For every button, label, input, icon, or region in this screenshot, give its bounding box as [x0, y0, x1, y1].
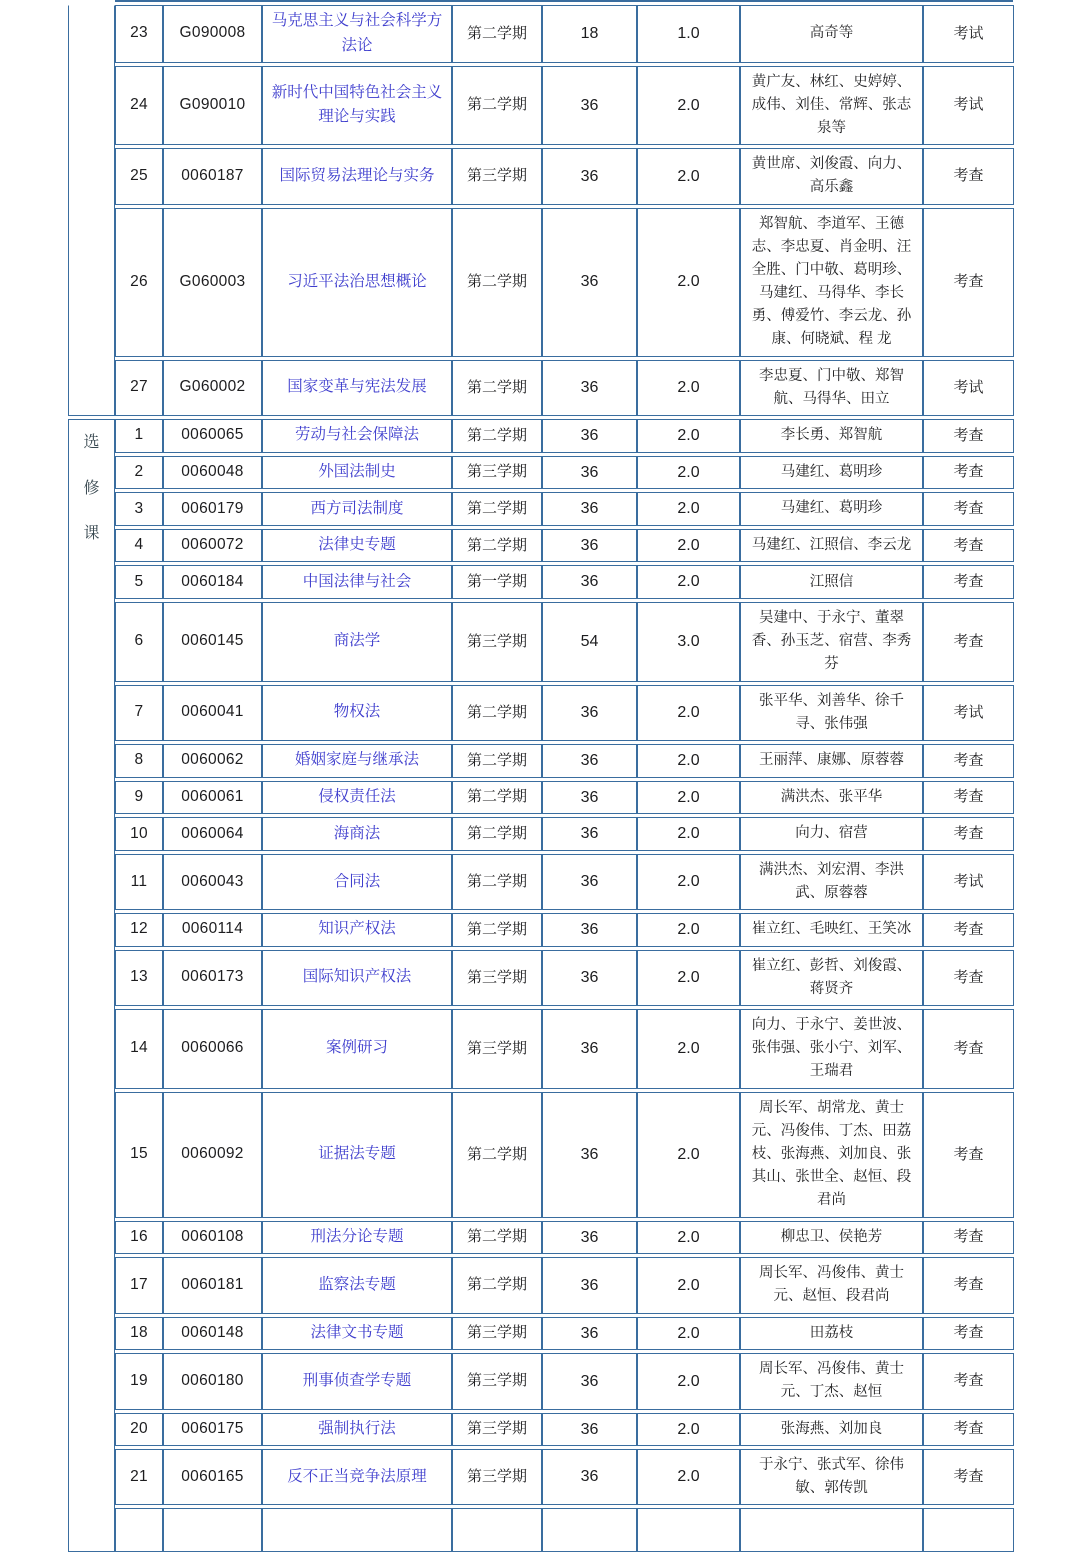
- cell-hours: 36: [542, 1092, 637, 1218]
- cell-no: 10: [115, 817, 163, 851]
- cell-teachers: 周长军、冯俊伟、黄士元、赵恒、段君尚: [740, 1257, 923, 1313]
- cell-name: 马克思主义与社会科学方法论: [262, 5, 452, 63]
- course-plan-table: [68, 2, 1014, 1555]
- cell-code: 0060145: [163, 602, 262, 682]
- course-row: [68, 208, 1014, 357]
- cell-code: 0060184: [163, 565, 262, 599]
- cell-no: 25: [115, 148, 163, 204]
- cell-teachers: 向力、宿营: [740, 817, 923, 851]
- cell-credits: 2.0: [637, 419, 740, 453]
- cell-code: 0060180: [163, 1353, 262, 1409]
- cell-semester: 第三学期: [452, 1449, 542, 1505]
- cell-teachers: 黄广友、林红、史婷婷、成伟、刘佳、常辉、张志泉等: [740, 66, 923, 146]
- cell-teachers: 李忠夏、门中敬、郑智航、马得华、田立: [740, 360, 923, 416]
- cell-no: 8: [115, 744, 163, 778]
- cell-teachers: 周长军、胡常龙、黄士元、冯俊伟、丁杰、田荔枝、张海燕、刘加良、张其山、张世全、赵恒、段君尚: [740, 1092, 923, 1218]
- cell-code: 0060179: [163, 492, 262, 526]
- course-row: [68, 529, 1014, 563]
- cell-assessment: 考查: [923, 913, 1014, 947]
- cell-credits: 1.0: [637, 5, 740, 63]
- cell-name: 监察法专题: [262, 1257, 452, 1313]
- section-label-cell: [68, 419, 115, 1552]
- cell-assessment: 考查: [923, 419, 1014, 453]
- cell-teachers: 王丽萍、康娜、原蓉蓉: [740, 744, 923, 778]
- cell-no: 3: [115, 492, 163, 526]
- cell-semester: 第二学期: [452, 66, 542, 146]
- cell-credits: 2.0: [637, 208, 740, 357]
- cell-semester: 第三学期: [452, 1009, 542, 1089]
- cell-no: 18: [115, 1317, 163, 1351]
- cell-hours: 36: [542, 685, 637, 741]
- cell-hours: 36: [542, 208, 637, 357]
- cell-no: 9: [115, 781, 163, 815]
- cell-code: 0060092: [163, 1092, 262, 1218]
- cell-no: 16: [115, 1221, 163, 1255]
- cell-name: 刑事侦查学专题: [262, 1353, 452, 1409]
- cell-empty: [740, 1508, 923, 1552]
- cell-hours: 36: [542, 1353, 637, 1409]
- cell-no: 4: [115, 529, 163, 563]
- cell-teachers: 马建红、葛明珍: [740, 492, 923, 526]
- course-row: [68, 1353, 1014, 1409]
- course-row: [68, 1009, 1014, 1089]
- cell-assessment: 考查: [923, 817, 1014, 851]
- cell-code: 0060065: [163, 419, 262, 453]
- cell-assessment: 考查: [923, 781, 1014, 815]
- cell-semester: 第二学期: [452, 1257, 542, 1313]
- cell-semester: 第二学期: [452, 685, 542, 741]
- cell-teachers: 马建红、江照信、李云龙: [740, 529, 923, 563]
- cell-teachers: 周长军、冯俊伟、黄士元、丁杰、赵恒: [740, 1353, 923, 1409]
- cell-hours: 36: [542, 529, 637, 563]
- section-label-char: 课: [83, 525, 100, 543]
- cell-no: 26: [115, 208, 163, 357]
- cell-teachers: 马建红、葛明珍: [740, 456, 923, 490]
- cell-hours: 36: [542, 1317, 637, 1351]
- course-row: [68, 360, 1014, 416]
- cell-assessment: 考查: [923, 148, 1014, 204]
- cell-credits: 2.0: [637, 685, 740, 741]
- cell-assessment: 考查: [923, 456, 1014, 490]
- cell-empty: [923, 1508, 1014, 1552]
- cell-teachers: 于永宁、张式军、徐伟敏、郭传凯: [740, 1449, 923, 1505]
- cell-teachers: 李长勇、郑智航: [740, 419, 923, 453]
- cell-credits: 2.0: [637, 529, 740, 563]
- course-row: [68, 602, 1014, 682]
- cell-credits: 2.0: [637, 456, 740, 490]
- cell-semester: 第二学期: [452, 1092, 542, 1218]
- cell-no: 7: [115, 685, 163, 741]
- cell-empty: [637, 1508, 740, 1552]
- course-row: [68, 1092, 1014, 1218]
- cell-credits: 2.0: [637, 492, 740, 526]
- cell-assessment: 考查: [923, 1009, 1014, 1089]
- cell-credits: 2.0: [637, 950, 740, 1006]
- cell-credits: 2.0: [637, 66, 740, 146]
- cell-no: 12: [115, 913, 163, 947]
- cell-code: 0060048: [163, 456, 262, 490]
- cell-teachers: 张海燕、刘加良: [740, 1413, 923, 1447]
- cell-empty: [163, 1508, 262, 1552]
- course-row: [68, 66, 1014, 146]
- cell-credits: 2.0: [637, 1317, 740, 1351]
- cell-credits: 3.0: [637, 602, 740, 682]
- cell-hours: 36: [542, 419, 637, 453]
- course-row: [68, 950, 1014, 1006]
- cell-credits: 2.0: [637, 913, 740, 947]
- cell-teachers: 向力、于永宁、姜世波、张伟强、张小宁、刘军、王瑞君: [740, 1009, 923, 1089]
- cell-name: 国际知识产权法: [262, 950, 452, 1006]
- cell-name: 证据法专题: [262, 1092, 452, 1218]
- cell-no: 20: [115, 1413, 163, 1447]
- cell-semester: 第二学期: [452, 529, 542, 563]
- course-row: [68, 1413, 1014, 1447]
- course-row: [68, 565, 1014, 599]
- cell-no: 14: [115, 1009, 163, 1089]
- cell-name: 法律文书专题: [262, 1317, 452, 1351]
- cell-teachers: 江照信: [740, 565, 923, 599]
- cell-no: 15: [115, 1092, 163, 1218]
- cell-semester: 第一学期: [452, 565, 542, 599]
- cell-hours: 36: [542, 1449, 637, 1505]
- cell-credits: 2.0: [637, 1221, 740, 1255]
- cell-teachers: 黄世席、刘俊霞、向力、高乐鑫: [740, 148, 923, 204]
- cell-assessment: 考查: [923, 1221, 1014, 1255]
- cell-semester: 第二学期: [452, 208, 542, 357]
- cell-hours: 36: [542, 854, 637, 910]
- cell-semester: 第三学期: [452, 1353, 542, 1409]
- course-row: [68, 854, 1014, 910]
- cell-code: G060003: [163, 208, 262, 357]
- cell-code: 0060064: [163, 817, 262, 851]
- cell-semester: 第二学期: [452, 744, 542, 778]
- course-row: [68, 781, 1014, 815]
- course-row: [68, 492, 1014, 526]
- cell-semester: 第三学期: [452, 1413, 542, 1447]
- cell-teachers: 高奇等: [740, 5, 923, 63]
- course-row: [68, 1449, 1014, 1505]
- course-table-body: [68, 5, 1014, 1552]
- cell-hours: 36: [542, 456, 637, 490]
- cell-semester: 第三学期: [452, 148, 542, 204]
- cell-semester: 第二学期: [452, 419, 542, 453]
- cell-hours: 36: [542, 1221, 637, 1255]
- cell-teachers: 崔立红、彭哲、刘俊霞、蒋贤齐: [740, 950, 923, 1006]
- cell-semester: 第三学期: [452, 950, 542, 1006]
- cell-no: 2: [115, 456, 163, 490]
- cell-name: 婚姻家庭与继承法: [262, 744, 452, 778]
- cell-assessment: 考查: [923, 602, 1014, 682]
- cell-teachers: 郑智航、李道军、王德志、李忠夏、肖金明、汪全胜、门中敬、葛明珍、马建红、马得华、李长勇、傅爱竹、李云龙、孙 康、何晓斌、程 龙: [740, 208, 923, 357]
- cell-code: G060002: [163, 360, 262, 416]
- cell-credits: 2.0: [637, 1257, 740, 1313]
- cell-credits: 2.0: [637, 148, 740, 204]
- section-cell-empty: [68, 5, 115, 416]
- cell-name: 侵权责任法: [262, 781, 452, 815]
- cell-code: 0060061: [163, 781, 262, 815]
- course-row: [68, 913, 1014, 947]
- cell-assessment: 考试: [923, 66, 1014, 146]
- cell-teachers: 满洪杰、张平华: [740, 781, 923, 815]
- cell-credits: 2.0: [637, 1009, 740, 1089]
- cell-hours: 54: [542, 602, 637, 682]
- cell-semester: 第二学期: [452, 913, 542, 947]
- cell-semester: 第二学期: [452, 854, 542, 910]
- cell-code: 0060181: [163, 1257, 262, 1313]
- course-row: [68, 5, 1014, 63]
- cell-code: 0060165: [163, 1449, 262, 1505]
- cell-teachers: 田荔枝: [740, 1317, 923, 1351]
- cell-no: 21: [115, 1449, 163, 1505]
- course-table-container: [68, 2, 1014, 1497]
- cell-semester: 第三学期: [452, 602, 542, 682]
- course-row: [68, 1221, 1014, 1255]
- cell-name: 案例研习: [262, 1009, 452, 1089]
- cell-assessment: 考查: [923, 1317, 1014, 1351]
- cell-assessment: 考查: [923, 1449, 1014, 1505]
- cell-semester: 第三学期: [452, 456, 542, 490]
- cell-teachers: 吴建中、于永宁、董翠香、孙玉芝、宿营、李秀芬: [740, 602, 923, 682]
- cell-assessment: 考试: [923, 854, 1014, 910]
- cell-name: 习近平法治思想概论: [262, 208, 452, 357]
- cell-no: 1: [115, 419, 163, 453]
- cell-hours: 36: [542, 1413, 637, 1447]
- cell-no: 19: [115, 1353, 163, 1409]
- cell-assessment: 考查: [923, 1257, 1014, 1313]
- cell-credits: 2.0: [637, 854, 740, 910]
- cell-no: 27: [115, 360, 163, 416]
- cell-semester: 第二学期: [452, 360, 542, 416]
- cell-code: 0060041: [163, 685, 262, 741]
- cell-teachers: 崔立红、毛映红、王笑冰: [740, 913, 923, 947]
- cell-credits: 2.0: [637, 1413, 740, 1447]
- cell-credits: 2.0: [637, 781, 740, 815]
- cell-hours: 36: [542, 492, 637, 526]
- cell-credits: 2.0: [637, 817, 740, 851]
- cell-assessment: 考试: [923, 360, 1014, 416]
- cell-name: 合同法: [262, 854, 452, 910]
- cell-semester: 第二学期: [452, 817, 542, 851]
- cell-name: 劳动与社会保障法: [262, 419, 452, 453]
- cell-name: 国家变革与宪法发展: [262, 360, 452, 416]
- course-row: [68, 685, 1014, 741]
- cell-hours: 36: [542, 744, 637, 778]
- cell-assessment: 考查: [923, 744, 1014, 778]
- cell-semester: 第二学期: [452, 492, 542, 526]
- cell-no: 11: [115, 854, 163, 910]
- cell-hours: 36: [542, 360, 637, 416]
- cell-name: 中国法律与社会: [262, 565, 452, 599]
- cell-name: 商法学: [262, 602, 452, 682]
- cell-name: 刑法分论专题: [262, 1221, 452, 1255]
- cell-code: 0060114: [163, 913, 262, 947]
- cell-credits: 2.0: [637, 1353, 740, 1409]
- cell-hours: 36: [542, 148, 637, 204]
- cell-assessment: 考试: [923, 685, 1014, 741]
- cell-code: 0060175: [163, 1413, 262, 1447]
- course-row: [68, 148, 1014, 204]
- cell-credits: 2.0: [637, 565, 740, 599]
- cell-credits: 2.0: [637, 1092, 740, 1218]
- cell-hours: 36: [542, 950, 637, 1006]
- cell-assessment: 考查: [923, 1092, 1014, 1218]
- cell-credits: 2.0: [637, 744, 740, 778]
- cell-hours: 36: [542, 817, 637, 851]
- cell-code: 0060062: [163, 744, 262, 778]
- cell-assessment: 考查: [923, 1353, 1014, 1409]
- cell-no: 13: [115, 950, 163, 1006]
- cell-hours: 36: [542, 1257, 637, 1313]
- cell-code: 0060173: [163, 950, 262, 1006]
- cell-no: 24: [115, 66, 163, 146]
- cell-semester: 第三学期: [452, 1317, 542, 1351]
- cell-name: 反不正当竞争法原理: [262, 1449, 452, 1505]
- cell-code: G090008: [163, 5, 262, 63]
- cell-empty: [542, 1508, 637, 1552]
- cell-hours: 36: [542, 1009, 637, 1089]
- cell-no: 5: [115, 565, 163, 599]
- cell-credits: 2.0: [637, 1449, 740, 1505]
- cell-no: 23: [115, 5, 163, 63]
- course-row: [68, 456, 1014, 490]
- cell-semester: 第二学期: [452, 781, 542, 815]
- cell-code: 0060187: [163, 148, 262, 204]
- cell-empty: [452, 1508, 542, 1552]
- cell-hours: 36: [542, 66, 637, 146]
- cell-code: 0060148: [163, 1317, 262, 1351]
- cell-code: 0060043: [163, 854, 262, 910]
- cell-name: 新时代中国特色社会主义理论与实践: [262, 66, 452, 146]
- cell-assessment: 考查: [923, 529, 1014, 563]
- course-row: [68, 419, 1014, 453]
- cell-semester: 第二学期: [452, 5, 542, 63]
- cell-name: 知识产权法: [262, 913, 452, 947]
- cell-name: 西方司法制度: [262, 492, 452, 526]
- cell-assessment: 考查: [923, 950, 1014, 1006]
- cell-no: 6: [115, 602, 163, 682]
- cell-code: 0060108: [163, 1221, 262, 1255]
- course-row: [68, 1257, 1014, 1313]
- cell-semester: 第二学期: [452, 1221, 542, 1255]
- cell-teachers: 张平华、刘善华、徐千寻、张伟强: [740, 685, 923, 741]
- course-row: [68, 744, 1014, 778]
- cell-name: 法律史专题: [262, 529, 452, 563]
- cell-hours: 18: [542, 5, 637, 63]
- section-label-char: 修: [83, 479, 100, 497]
- cell-name: 国际贸易法理论与实务: [262, 148, 452, 204]
- course-row: [68, 1317, 1014, 1351]
- cell-hours: 36: [542, 565, 637, 599]
- section-label-char: 选: [83, 434, 100, 452]
- cell-assessment: 考查: [923, 1413, 1014, 1447]
- cell-name: 强制执行法: [262, 1413, 452, 1447]
- cell-no: 17: [115, 1257, 163, 1313]
- cell-hours: 36: [542, 913, 637, 947]
- course-row: [68, 817, 1014, 851]
- cell-teachers: 满洪杰、刘宏渭、李洪武、原蓉蓉: [740, 854, 923, 910]
- cell-empty: [262, 1508, 452, 1552]
- cell-assessment: 考试: [923, 5, 1014, 63]
- cell-assessment: 考查: [923, 492, 1014, 526]
- cell-credits: 2.0: [637, 360, 740, 416]
- cell-empty: [115, 1508, 163, 1552]
- cell-name: 海商法: [262, 817, 452, 851]
- cell-name: 外国法制史: [262, 456, 452, 490]
- cell-code: 0060066: [163, 1009, 262, 1089]
- cell-assessment: 考查: [923, 565, 1014, 599]
- cell-name: 物权法: [262, 685, 452, 741]
- cell-teachers: 柳忠卫、侯艳芳: [740, 1221, 923, 1255]
- cell-code: 0060072: [163, 529, 262, 563]
- cell-code: G090010: [163, 66, 262, 146]
- cell-hours: 36: [542, 781, 637, 815]
- partial-empty-row: [68, 1508, 1014, 1552]
- cell-assessment: 考查: [923, 208, 1014, 357]
